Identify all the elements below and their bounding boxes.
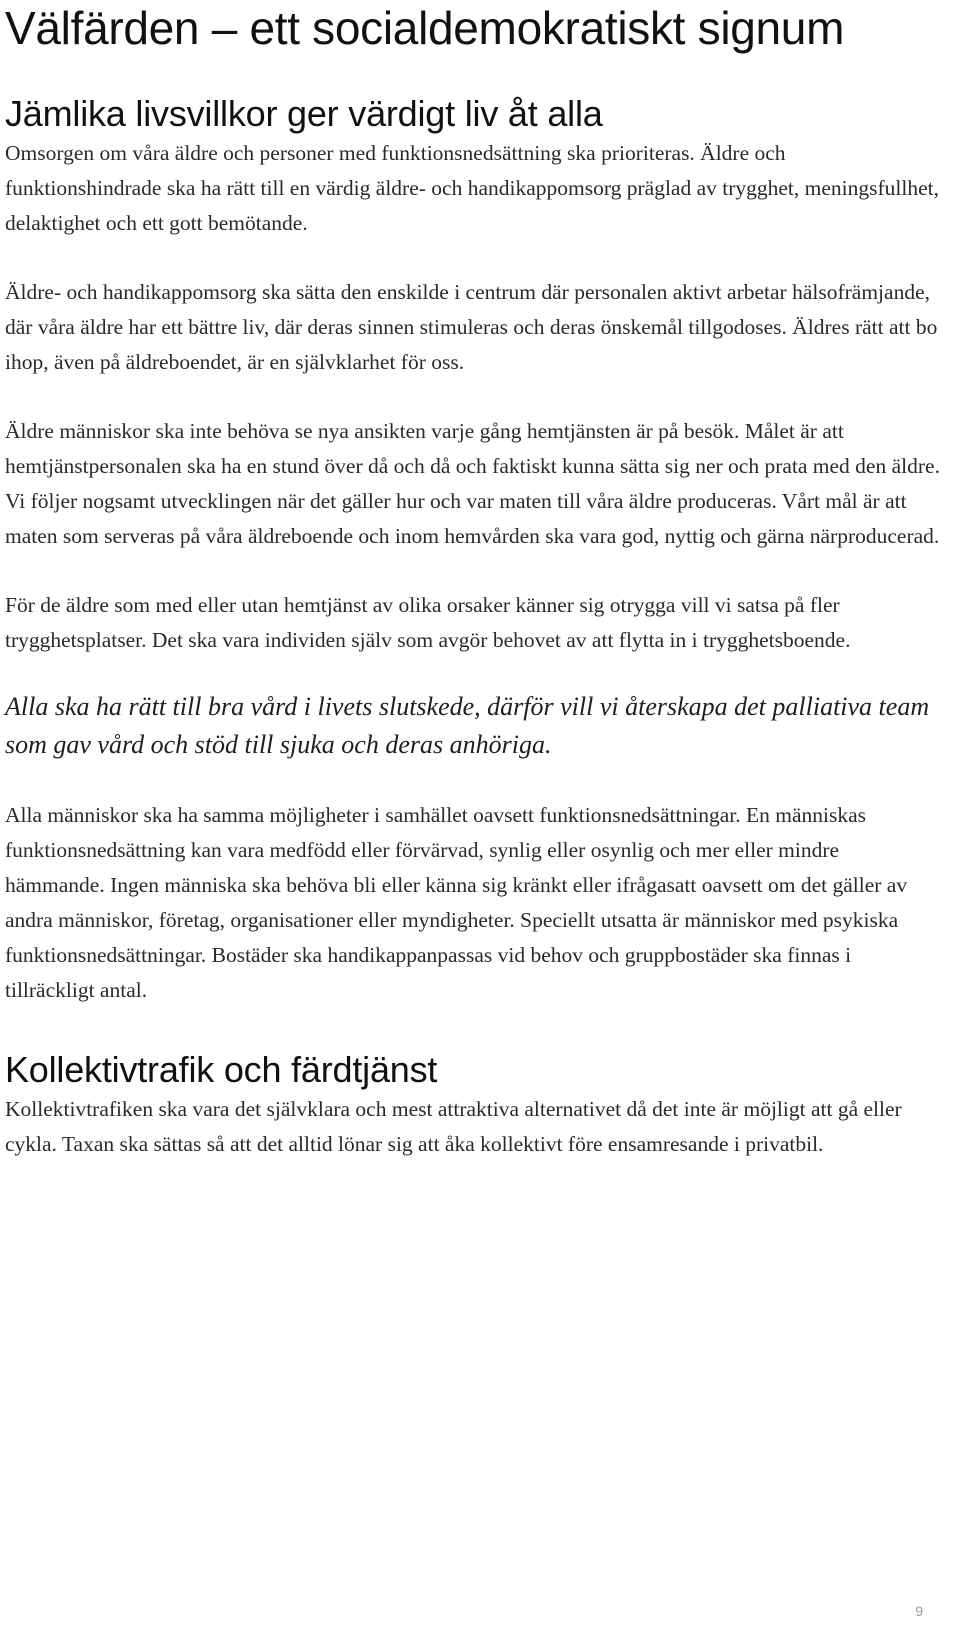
section-heading-kollektivtrafik: Kollektivtrafik och färdtjänst bbox=[5, 1049, 438, 1090]
document-page bbox=[5, 0, 940, 1162]
paragraph-omsorg: Omsorgen om våra äldre och personer med funktionsnedsättning ska prioriteras. Äldre och funktionshindrade ska ha rätt till en värdig äldre- och handikappomsorg präglad av trygghet, meningsfullhet, delaktighet och ett gott bemötande. bbox=[5, 141, 940, 235]
section-heading-valfard: Jämlika livsvillkor ger värdigt liv åt alla bbox=[5, 93, 603, 134]
page-title: Välfärden – ett socialdemokratiskt signum bbox=[5, 2, 845, 54]
paragraph-hemtjanst: Äldre människor ska inte behöva se nya ansikten varje gång hemtjänsten är på besök. Målet är att hemtjänstpersonalen ska ha en stund över då och då och faktiskt kunna sätta sig ner och prata med den äldre. Vi följer nogsamt utvecklingen när det gäller hur och var maten till våra äldre produceras. Vårt mål är att maten som serveras på våra äldreboende och inom hemvården ska vara god, nyttig och gärna närproducerad. bbox=[5, 419, 940, 548]
italic-paragraph-palliativ-vard: Alla ska ha rätt till bra vård i livets slutskede, därför vill vi återskapa det palliativa team som gav vård och stöd till sjuka och deras anhöriga. bbox=[5, 692, 930, 759]
paragraph-trygghetsplatser: För de äldre som med eller utan hemtjänst av olika orsaker känner sig otrygga vill vi satsa på fler trygghetsplatser. Det ska vara individen själv som avgör behovet av att flytta in i trygghetsboende. bbox=[5, 593, 851, 652]
paragraph-handikappomsorg: Äldre- och handikappomsorg ska sätta den enskilde i centrum där personalen aktivt arbetar hälsofrämjande, där våra äldre har ett bättre liv, där deras sinnen stimuleras och deras önskemål tillgodoses. Äldres rätt att bo ihop, även på äldreboendet, är en självklarhet för oss. bbox=[5, 280, 938, 374]
page-number: 9 bbox=[915, 1603, 923, 1619]
paragraph-funktionsnedsattning: Alla människor ska ha samma möjligheter i samhället oavsett funktionsnedsättningar. En människas funktionsnedsättning kan vara medfödd eller förvärvad, synlig eller osynlig och mer eller mindre hämmande. Ingen människa ska behöva bli eller känna sig kränkt eller ifrågasatt oavsett om det gäller av andra människor, företag, organisationer eller myndigheter. Speciellt utsatta är människor med psykiska funktionsnedsättningar. Bostäder ska handikappanpassas vid behov och gruppbostäder ska finnas i tillräckligt antal. bbox=[5, 803, 908, 1002]
paragraph-kollektivtrafik: Kollektivtrafiken ska vara det självklara och mest attraktiva alternativet då det inte är möjligt att gå eller cykla. Taxan ska sättas så att det alltid lönar sig att åka kollektivt före ensamresande i privatbil. bbox=[5, 1097, 902, 1156]
